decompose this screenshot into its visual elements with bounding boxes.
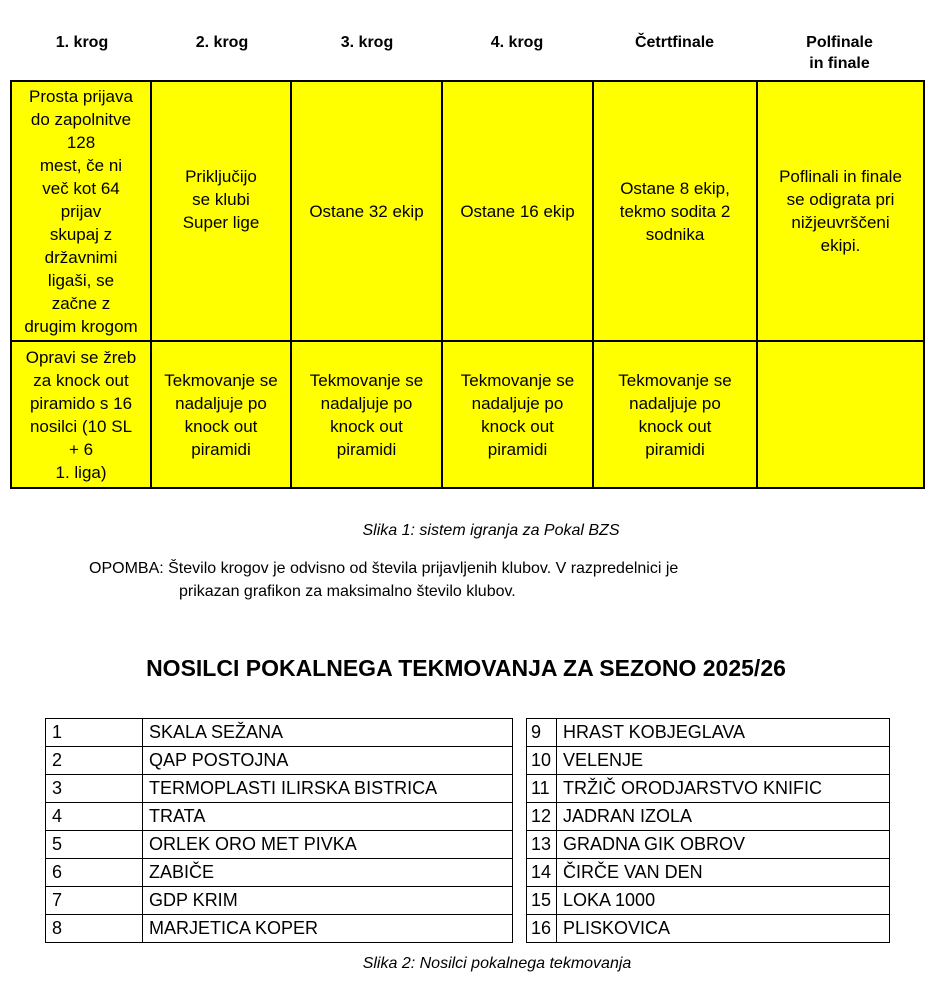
bracket-cell: Tekmovanje se nadaljuje po knock out piramidi xyxy=(593,341,757,488)
seed-club: ZABIČE xyxy=(143,859,513,887)
seed-club: TERMOPLASTI ILIRSKA BISTRICA xyxy=(143,775,513,803)
header-final: in finale xyxy=(809,55,870,72)
bracket-cell: Tekmovanje se nadaljuje po knock out piramidi xyxy=(442,341,593,488)
note-line-1: OPOMBA: Število krogov je odvisno od števila prijavljenih klubov. V razpredelnici je xyxy=(89,560,679,577)
note xyxy=(89,557,849,603)
bracket-cell: Priključijo se klubi Super lige xyxy=(151,81,291,341)
header-round-1: 1. krog xyxy=(55,34,109,51)
header-quarterfinal: Četrtfinale xyxy=(634,34,715,51)
seed-club: ORLEK ORO MET PIVKA xyxy=(143,831,513,859)
seed-number: 11 xyxy=(527,775,557,803)
seed-number: 15 xyxy=(527,887,557,915)
seed-number: 9 xyxy=(527,719,557,747)
header-round-3: 3. krog xyxy=(340,34,394,51)
table-row xyxy=(46,719,513,747)
seed-club: TRATA xyxy=(143,803,513,831)
bracket-cell: Tekmovanje se nadaljuje po knock out piramidi xyxy=(291,341,442,488)
table-row xyxy=(527,859,890,887)
seeds-table-left xyxy=(45,718,513,943)
figure-caption-2: Slika 2: Nosilci pokalnega tekmovanja xyxy=(362,955,632,972)
header-round-4: 4. krog xyxy=(490,34,544,51)
bracket-cell xyxy=(757,341,924,488)
bracket-cell: Opravi se žreb za knock out piramido s 16 nosilci (10 SL + 6 1. liga) xyxy=(11,341,151,488)
seed-club: VELENJE xyxy=(557,747,890,775)
bracket-cell: Tekmovanje se nadaljuje po knock out piramidi xyxy=(151,341,291,488)
seed-number: 16 xyxy=(527,915,557,943)
seed-number: 1 xyxy=(46,719,143,747)
header-round-2: 2. krog xyxy=(195,34,249,51)
table-row xyxy=(46,915,513,943)
table-row xyxy=(46,831,513,859)
seed-club: JADRAN IZOLA xyxy=(557,803,890,831)
bracket-cell: Ostane 16 ekip xyxy=(442,81,593,341)
bracket-cell: Poflinali in finale se odigrata pri nižjeuvrščeni ekipi. xyxy=(757,81,924,341)
seed-number: 13 xyxy=(527,831,557,859)
seed-number: 2 xyxy=(46,747,143,775)
seed-number: 5 xyxy=(46,831,143,859)
note-line-2: prikazan grafikon za maksimalno število klubov. xyxy=(179,583,516,600)
seed-club: HRAST KOBJEGLAVA xyxy=(557,719,890,747)
bracket-cell: Ostane 32 ekip xyxy=(291,81,442,341)
table-row xyxy=(527,887,890,915)
table-row xyxy=(527,803,890,831)
table-row xyxy=(46,887,513,915)
table-row xyxy=(527,915,890,943)
table-row xyxy=(46,747,513,775)
seed-club: GRADNA GIK OBROV xyxy=(557,831,890,859)
round-headers xyxy=(12,32,922,80)
table-row xyxy=(46,803,513,831)
header-semifinal: Polfinale xyxy=(806,34,873,51)
seed-club: LOKA 1000 xyxy=(557,887,890,915)
header-semifinal-final xyxy=(757,32,922,80)
seed-number: 7 xyxy=(46,887,143,915)
seed-number: 14 xyxy=(527,859,557,887)
bracket-cell: Prosta prijava do zapolnitve 128 mest, če ni več kot 64 prijav skupaj z državnimi ligaši, se začne z drugim krogom xyxy=(11,81,151,341)
seed-club: GDP KRIM xyxy=(143,887,513,915)
bracket-cell: Ostane 8 ekip, tekmo sodita 2 sodnika xyxy=(593,81,757,341)
table-row xyxy=(527,775,890,803)
figure-caption-1: Slika 1: sistem igranja za Pokal BZS xyxy=(362,522,620,539)
seed-number: 3 xyxy=(46,775,143,803)
seed-club: QAP POSTOJNA xyxy=(143,747,513,775)
seed-club: MARJETICA KOPER xyxy=(143,915,513,943)
bracket-table xyxy=(10,80,925,489)
seed-club: TRŽIČ ORODJARSTVO KNIFIC xyxy=(557,775,890,803)
table-row xyxy=(527,719,890,747)
table-row xyxy=(46,859,513,887)
table-row xyxy=(527,747,890,775)
seed-number: 12 xyxy=(527,803,557,831)
seed-number: 8 xyxy=(46,915,143,943)
seed-number: 10 xyxy=(527,747,557,775)
seeds-heading: NOSILCI POKALNEGA TEKMOVANJA ZA SEZONO 2025/26 xyxy=(146,655,786,681)
seed-number: 6 xyxy=(46,859,143,887)
bracket-row xyxy=(11,341,924,488)
seed-club: ČIRČE VAN DEN xyxy=(557,859,890,887)
table-row xyxy=(46,775,513,803)
seed-club: SKALA SEŽANA xyxy=(143,719,513,747)
table-row xyxy=(527,831,890,859)
bracket-row xyxy=(11,81,924,341)
seed-number: 4 xyxy=(46,803,143,831)
seeds-table-right xyxy=(526,718,890,943)
seed-club: PLISKOVICA xyxy=(557,915,890,943)
